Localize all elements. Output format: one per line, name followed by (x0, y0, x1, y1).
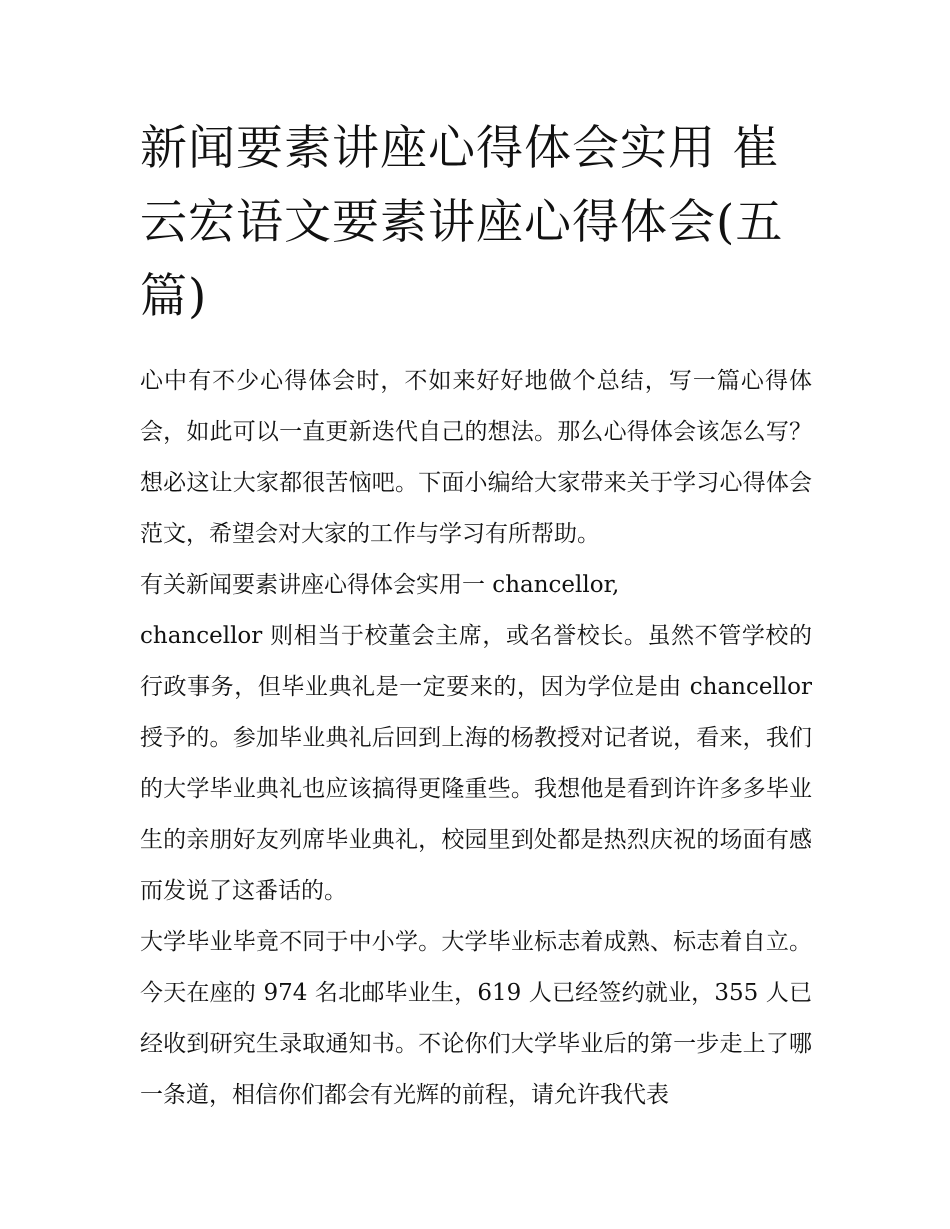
chancellor-paragraph: chancellor 则相当于校董会主席，或名誉校长。虽然不管学校的行政事务，但毕业典礼是一定要来的，因为学位是由 chancellor 授予的。参加毕业典礼后回到上海的杨教授对记者说，看来，我们的大学毕业典礼也应该搞得更隆重些。我想他是看到许许多多毕业生的亲朋好友列席毕业典礼，校园里到处都是热烈庆祝的场面有感而发说了这番话的。 (140, 623, 812, 904)
intro-paragraph: 心中有不少心得体会时，不如来好好地做个总结，写一篇心得体会，如此可以一直更新迭代自己的想法。那么心得体会该怎么写？想必这让大家都很苦恼吧。下面小编给大家带来关于学习心得体会范文，希望会对大家的工作与学习有所帮助。 (140, 368, 812, 547)
graduation-paragraph: 大学毕业毕竟不同于中小学。大学毕业标志着成熟、标志着自立。今天在座的 974 名北邮毕业生，619 人已经签约就业，355 人已经收到研究生录取通知书。不论你们大学毕业后的第一步走上了哪一条道，相信你们都会有光辉的前程，请允许我代表 (140, 929, 812, 1108)
section-heading-paragraph: 有关新闻要素讲座心得体会实用一 chancellor, (140, 572, 620, 598)
document-title: 新闻要素讲座心得体会实用 崔云宏语文要素讲座心得体会(五篇) (140, 121, 784, 324)
document-page (140, 112, 812, 1121)
document-body (140, 356, 812, 1121)
